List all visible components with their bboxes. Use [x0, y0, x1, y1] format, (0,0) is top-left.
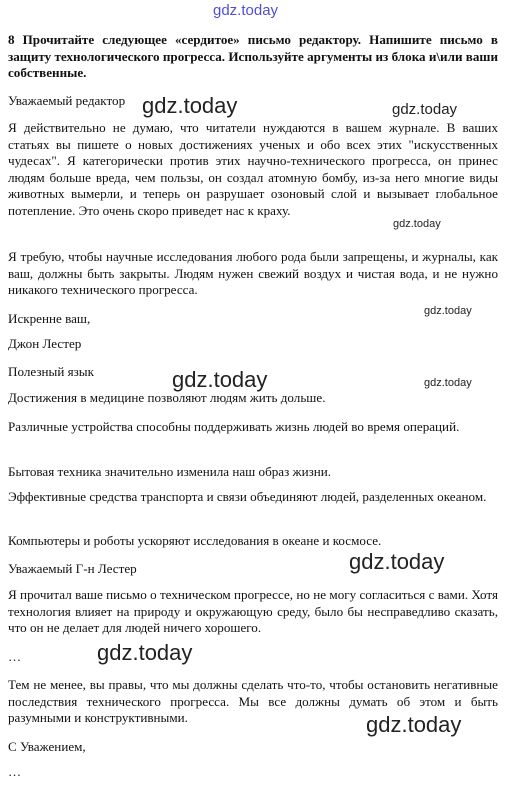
letter2-ellipsis-1: …	[8, 649, 22, 664]
task-text: Прочитайте следующее «сердитое» письмо редактору. Напишите письмо в защиту технологического прогресса. Используйте аргументы из блока и\или ваши собственные.	[8, 32, 498, 81]
task-instruction	[8, 32, 498, 82]
watermark-logo: gdz.today	[424, 305, 472, 317]
watermark-logo: gdz.today	[172, 367, 268, 392]
useful-language-item-5: Компьютеры и роботы ускоряют исследования в океане и космосе.	[8, 533, 382, 548]
watermark-logo: gdz.today	[393, 218, 441, 230]
letter1-paragraph-1: Я действительно не думаю, что читатели нуждаются в вашем журнале. В ваших статьях вы пишете о новых достижениях ученых и обо всех этих "искусственных чудесах". Я категорически против этих научно-технического прогресса, он принес людям больше вреда, чем пользы, он создал атомную бомбу, из-за него многие виды животных вымерли, и теперь он разрушает озоновый слой и вызывает глобальное потепление. Это очень скоро приведет нас к краху.	[8, 120, 498, 218]
useful-language-heading: Полезный язык	[8, 364, 94, 379]
letter2-closing: С Уважением,	[8, 739, 86, 754]
letter1-closing: Искренне ваш,	[8, 311, 91, 326]
letter2-paragraph-1: Я прочитал ваше письмо о техническом прогрессе, но не могу согласиться с вами. Хотя технология влияет на природу и окружающую среду, было бы несправедливо сказать, что он не делает для людей ничего хорошего.	[8, 587, 498, 636]
letter1-signature: Джон Лестер	[8, 336, 82, 351]
watermark-logo: gdz.today	[97, 640, 193, 665]
useful-language-item-1: Достижения в медицине позволяют людям жить дольше.	[8, 390, 326, 405]
watermark-logo: gdz.today	[392, 101, 458, 118]
letter1-paragraph-2: Я требую, чтобы научные исследования любого рода были запрещены, и журналы, как ваш, должны быть закрыты. Людям нужен свежий воздух и чистая вода, и не нужно никакого технического прогресса.	[8, 249, 498, 298]
letter2-salutation: Уважаемый Г-н Лестер	[8, 561, 137, 576]
watermark-logo: gdz.today	[366, 712, 462, 737]
useful-language-item-4: Эффективные средства транспорта и связи объединяют людей, разделенных океаном.	[8, 489, 487, 504]
useful-language-item-3: Бытовая техника значительно изменила наш образ жизни.	[8, 464, 332, 479]
letter2-paragraph-2: Тем не менее, вы правы, что мы должны сделать что-то, чтобы остановить негативные последствия технического прогресса. Мы все должны думать об этом и быть разумными и конструктивными.	[8, 677, 498, 726]
watermark-logo: gdz.today	[424, 377, 472, 389]
watermark-logo: gdz.today	[213, 2, 279, 19]
watermark-logo: gdz.today	[349, 549, 445, 574]
watermark-logo: gdz.today	[142, 93, 238, 118]
letter2-ellipsis-2: …	[8, 764, 22, 779]
letter1-salutation: Уважаемый редактор	[8, 93, 126, 108]
task-number: 8	[8, 32, 15, 47]
useful-language-item-2: Различные устройства способны поддерживать жизнь людей во время операций.	[8, 419, 460, 434]
